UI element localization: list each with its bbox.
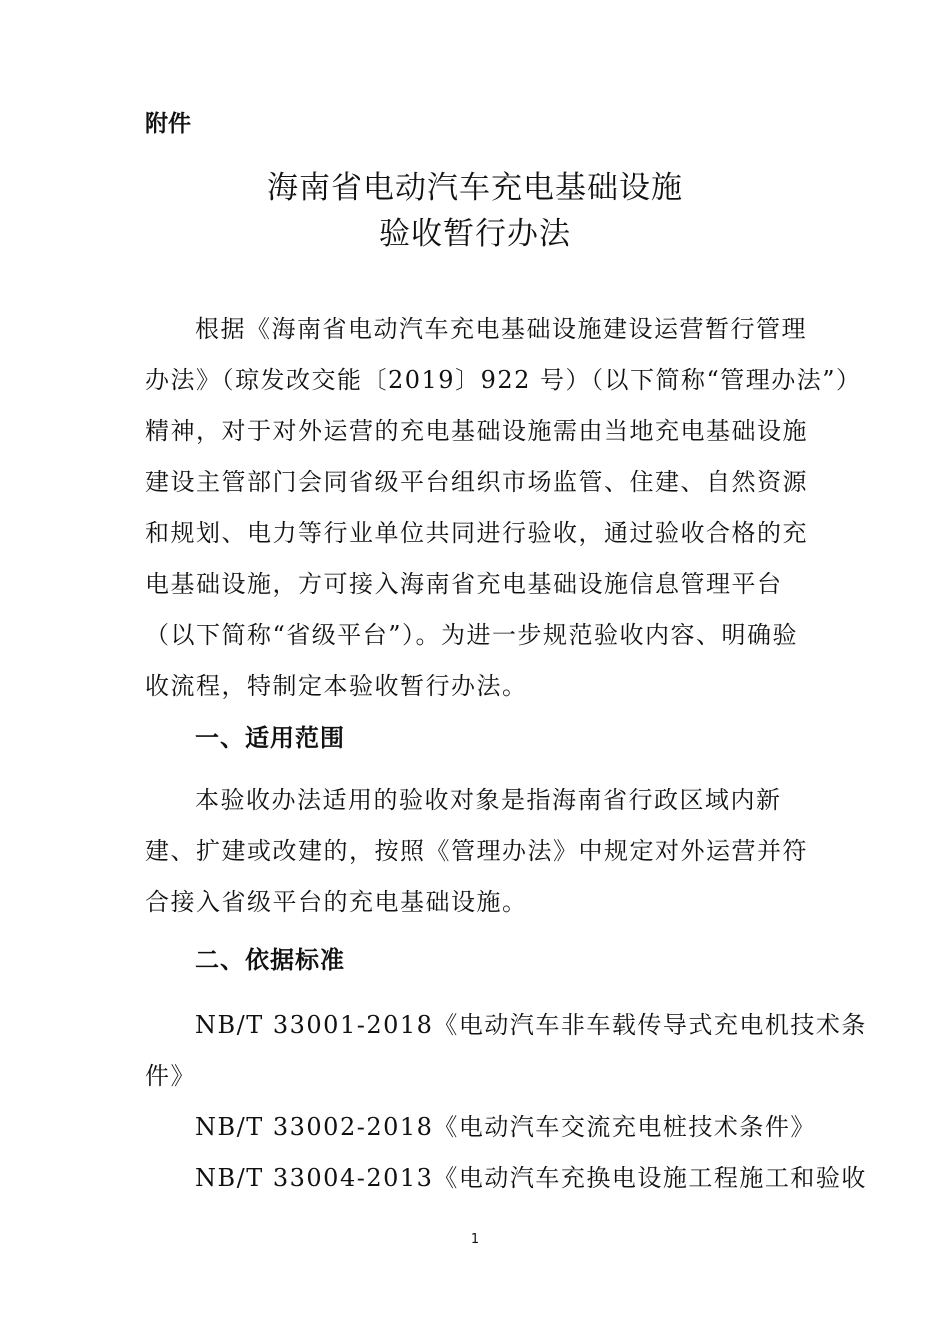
paragraph-line: 根据《海南省电动汽车充电基础设施建设运营暂行管理 xyxy=(195,315,807,343)
paragraph-line: （以下简称“省级平台”）。为进一步规范验收内容、明确验 xyxy=(145,621,799,649)
standard-item xyxy=(145,1000,867,1102)
paragraph-line: NB/T 33002-2018《电动汽车交流充电桩技术条件》 xyxy=(195,1113,816,1141)
paragraph-line: 件》 xyxy=(145,1062,196,1090)
paragraph-line: 建设主管部门会同省级平台组织市场监管、住建、自然资源 xyxy=(145,468,808,496)
document-title xyxy=(0,165,950,257)
page-number: 1 xyxy=(470,1232,480,1247)
paragraph-line: NB/T 33001-2018《电动汽车非车载传导式充电机技术条 xyxy=(195,1011,867,1039)
paragraph-line: NB/T 33004-2013《电动汽车充换电设施工程施工和验收 xyxy=(195,1164,867,1192)
paragraph-line: 和规划、电力等行业单位共同进行验收，通过验收合格的充 xyxy=(145,519,808,547)
standard-item xyxy=(145,1102,816,1153)
paragraph-line: 精神，对于对外运营的充电基础设施需由当地充电基础设施 xyxy=(145,417,808,445)
paragraph-line: 办法》（琼发改交能〔2019〕922 号）（以下简称“管理办法”） xyxy=(145,366,862,394)
paragraph-line: 电基础设施，方可接入海南省充电基础设施信息管理平台 xyxy=(145,570,783,598)
title-line-1: 海南省电动汽车充电基础设施 xyxy=(267,170,683,206)
standard-item xyxy=(145,1153,867,1204)
intro-paragraph xyxy=(145,304,862,712)
paragraph-line: 建、扩建或改建的，按照《管理办法》中规定对外运营并符 xyxy=(145,837,808,865)
paragraph-line: 收流程，特制定本验收暂行办法。 xyxy=(145,672,528,700)
section-heading-standards: 二、依据标准 xyxy=(195,946,345,974)
attachment-label: 附件 xyxy=(145,111,191,137)
paragraph-line: 本验收办法适用的验收对象是指海南省行政区域内新 xyxy=(195,786,782,814)
scope-paragraph xyxy=(145,775,808,928)
paragraph-line: 合接入省级平台的充电基础设施。 xyxy=(145,888,528,916)
section-heading-scope: 一、适用范围 xyxy=(195,724,345,752)
title-line-2: 验收暂行办法 xyxy=(379,216,571,252)
